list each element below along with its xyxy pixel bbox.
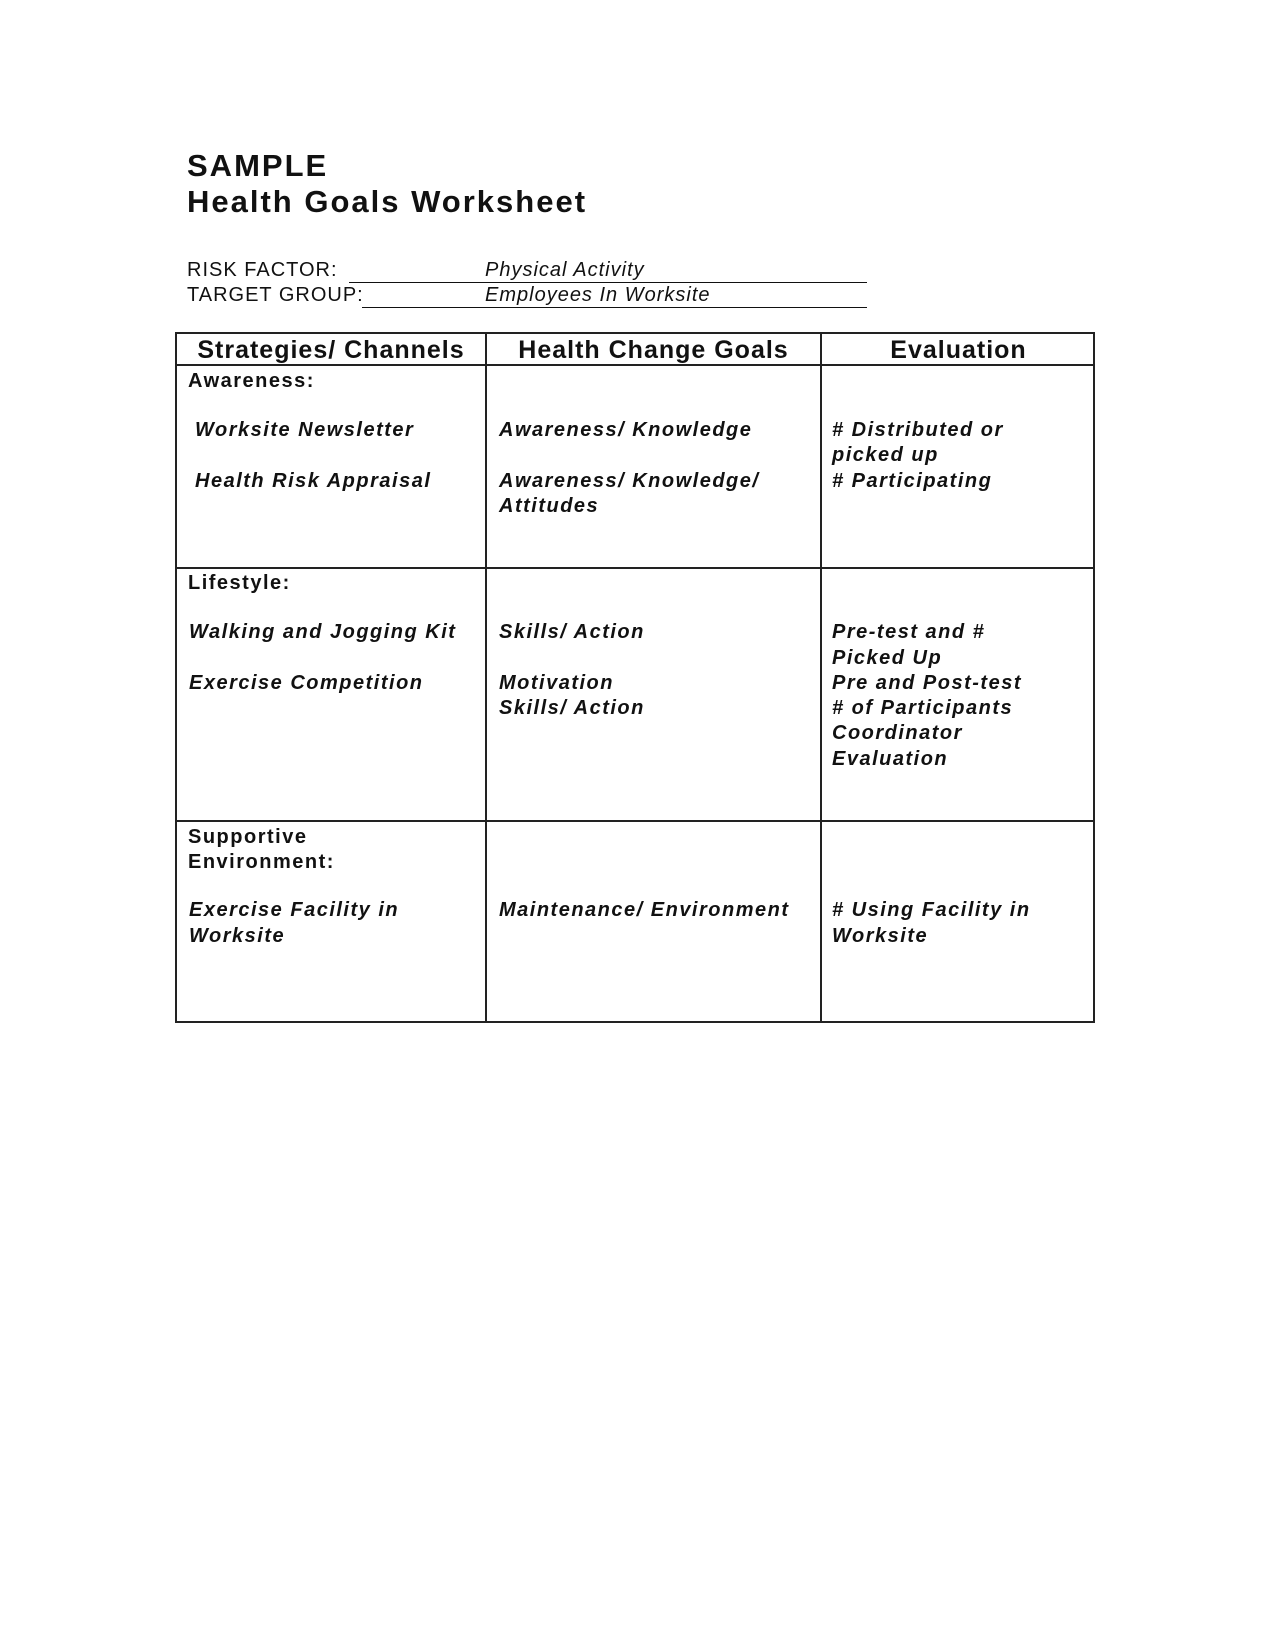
column-divider — [820, 334, 822, 1021]
row-category-supportive-line2: Environment: — [188, 851, 335, 873]
risk-factor-field — [187, 258, 867, 282]
header-health-change-goals: Health Change Goals — [518, 336, 789, 364]
evaluation-number-participants: # of Participants — [832, 697, 1014, 719]
risk-factor-value: Physical Activity — [485, 259, 645, 281]
goal-skills-action: Skills/ Action — [499, 621, 645, 643]
health-goals-table — [175, 332, 1095, 1023]
row-category-awareness: Awareness: — [188, 370, 315, 392]
header-evaluation: Evaluation — [890, 336, 1027, 364]
goal-skills-action-2: Skills/ Action — [499, 697, 645, 719]
goal-maintenance-environment: Maintenance/ Environment — [499, 899, 790, 921]
evaluation-distributed-line1: # Distributed or — [832, 419, 1004, 441]
target-group-value: Employees In Worksite — [485, 284, 711, 306]
evaluation-distributed-line2: picked up — [832, 444, 939, 466]
column-divider — [485, 334, 487, 1021]
evaluation-evaluation: Evaluation — [832, 748, 949, 770]
goal-motivation: Motivation — [499, 672, 614, 694]
document-title — [187, 148, 587, 220]
target-group-field — [187, 283, 867, 307]
row-category-supportive-line1: Supportive — [188, 826, 308, 848]
row-category-lifestyle: Lifestyle: — [188, 572, 291, 594]
evaluation-using-facility-line2: Worksite — [832, 925, 929, 947]
goal-awareness-knowledge-attitudes-line1: Awareness/ Knowledge/ — [499, 470, 760, 492]
strategy-walking-jogging-kit: Walking and Jogging Kit — [189, 621, 457, 643]
goal-awareness-knowledge: Awareness/ Knowledge — [499, 419, 753, 441]
strategy-exercise-competition: Exercise Competition — [189, 672, 424, 694]
target-group-label: TARGET GROUP: — [187, 284, 364, 306]
strategy-exercise-facility-line2: Worksite — [189, 925, 286, 947]
evaluation-coordinator: Coordinator — [832, 722, 963, 744]
title-line-worksheet: Health Goals Worksheet — [187, 184, 588, 219]
evaluation-pretest-line2: Picked Up — [832, 647, 943, 669]
row-divider — [177, 820, 1093, 822]
row-divider — [177, 567, 1093, 569]
strategy-health-risk-appraisal: Health Risk Appraisal — [195, 470, 432, 492]
strategy-exercise-facility-line1: Exercise Facility in — [189, 899, 400, 921]
header-strategies: Strategies/ Channels — [197, 336, 465, 364]
evaluation-pretest-line1: Pre-test and # — [832, 621, 986, 643]
evaluation-participating: # Participating — [832, 470, 993, 492]
goal-awareness-knowledge-attitudes-line2: Attitudes — [499, 495, 600, 517]
risk-factor-label: RISK FACTOR: — [187, 259, 338, 281]
evaluation-using-facility-line1: # Using Facility in — [832, 899, 1031, 921]
evaluation-pre-post-test: Pre and Post-test — [832, 672, 1022, 694]
strategy-worksite-newsletter: Worksite Newsletter — [195, 419, 415, 441]
title-line-sample: SAMPLE — [187, 148, 329, 183]
